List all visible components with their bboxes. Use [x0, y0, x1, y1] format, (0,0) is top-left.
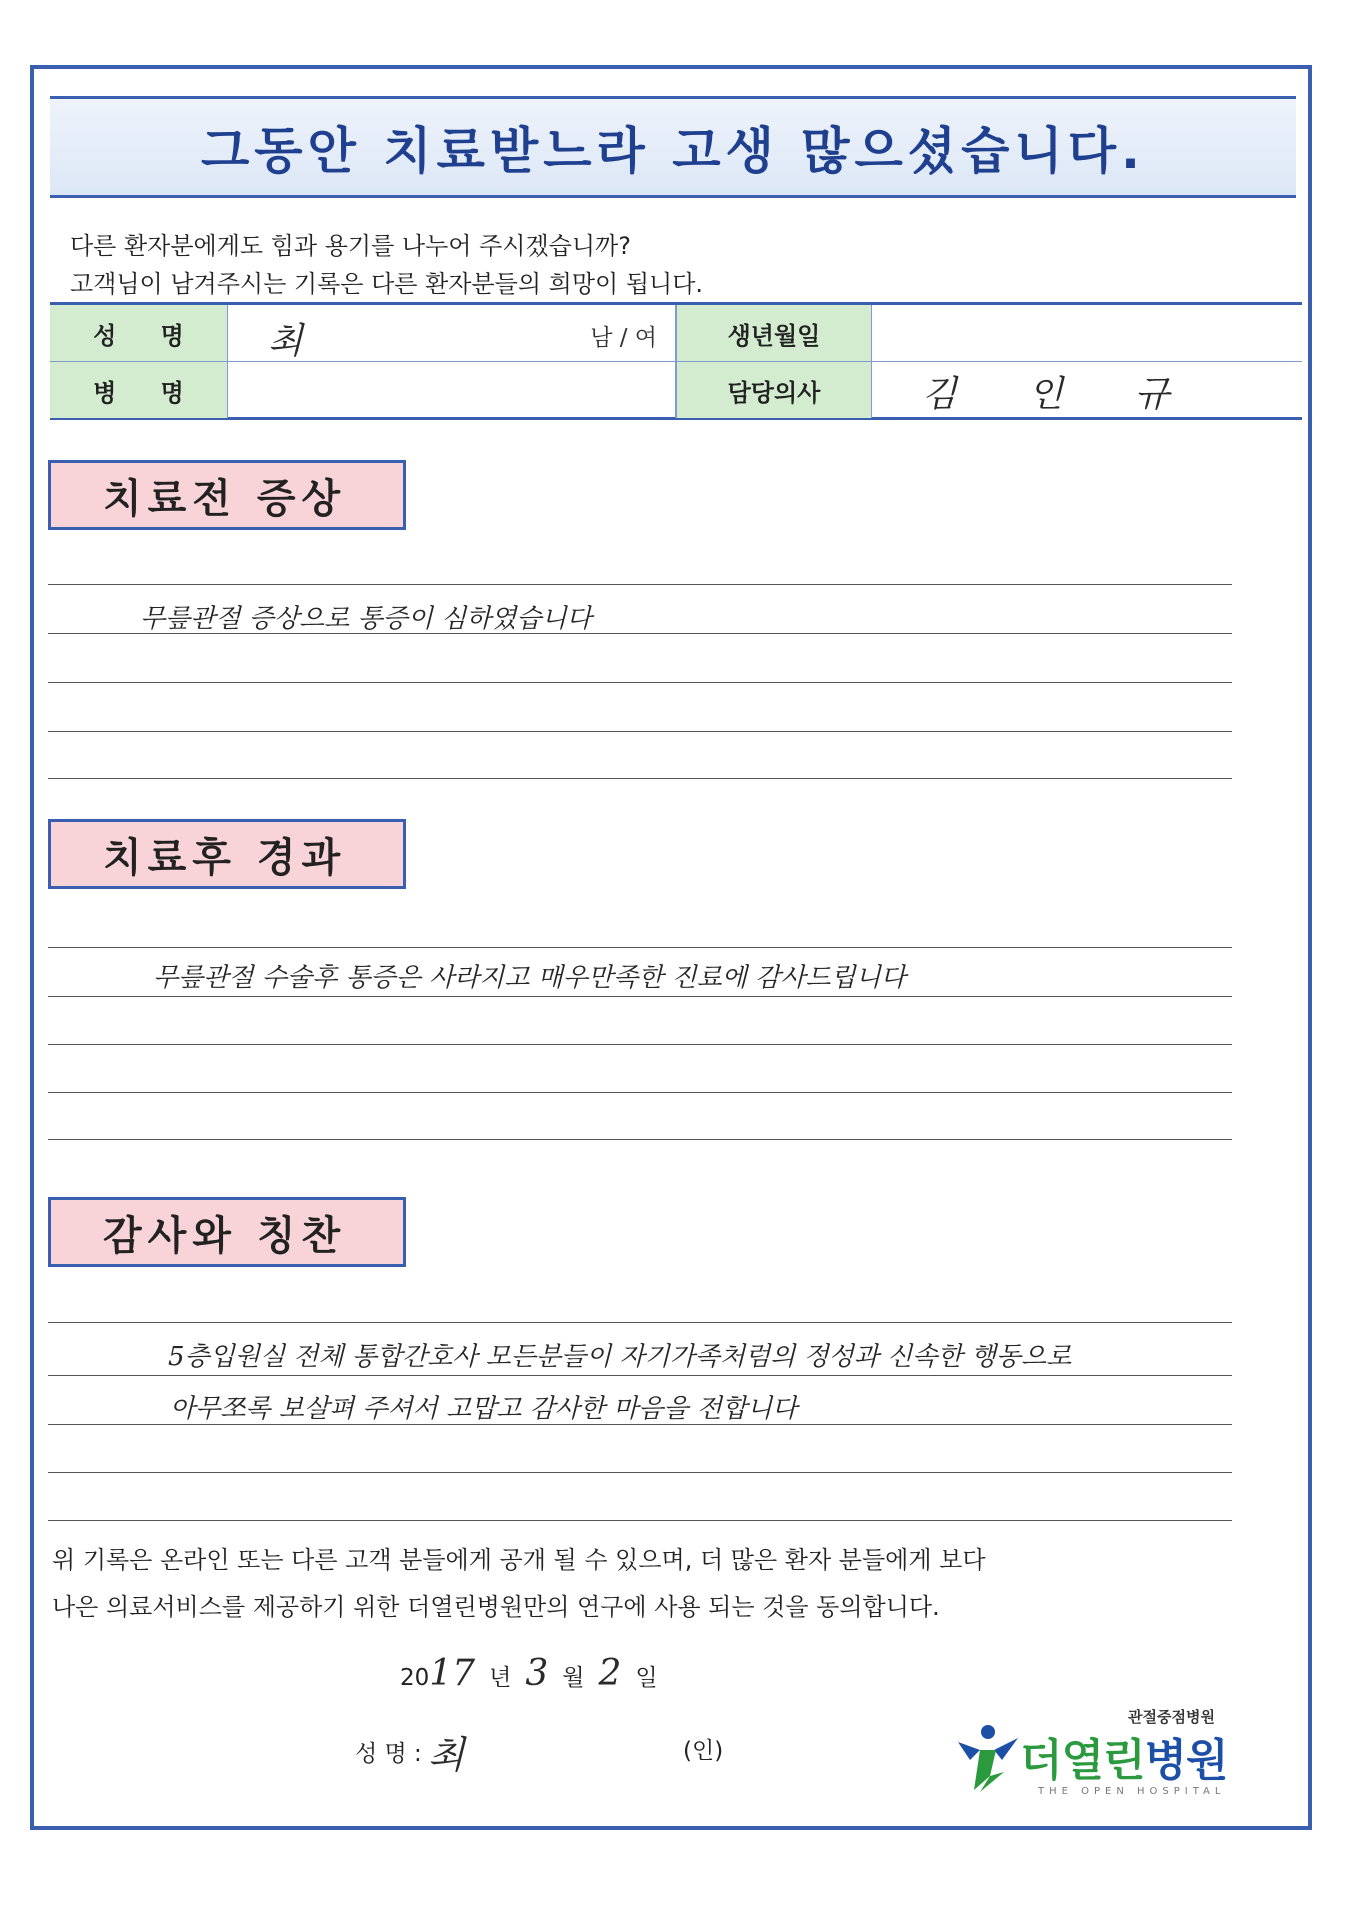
writing-line — [48, 947, 1232, 948]
writing-line — [48, 633, 1232, 634]
hospital-logo — [950, 1706, 1240, 1806]
patient-info-table — [50, 302, 1302, 420]
page-title: 그동안 치료받느라 고생 많으셨습니다. — [200, 122, 1145, 180]
logo-name — [1020, 1724, 1228, 1788]
writing-line — [48, 1520, 1232, 1521]
date-month-unit: 월 — [562, 1665, 585, 1691]
name-label: 성 명 — [50, 305, 228, 361]
logo-name-part1: 더열린 — [1020, 1735, 1145, 1786]
writing-line — [48, 778, 1232, 779]
section-label-before: 치료전 증상 — [48, 460, 406, 530]
intro-line-1: 다른 환자분에게도 힘과 용기를 나누어 주시겠습니까? — [70, 232, 631, 260]
signature-field — [355, 1724, 465, 1779]
writing-line — [48, 584, 1232, 585]
intro-text — [70, 227, 703, 303]
writing-line — [48, 1322, 1232, 1323]
date-day-value[interactable]: 2 — [598, 1653, 622, 1694]
thanks-text-line-1[interactable]: 5층입원실 전체 통합간호사 모든분들이 자기가족처럼의 정성과 신속한 행동으로 — [168, 1342, 1072, 1372]
writing-line — [48, 1139, 1232, 1140]
writing-line — [48, 1092, 1232, 1093]
section-lines-thanks — [48, 1318, 1232, 1523]
gender-options: 남 / 여 — [590, 325, 657, 351]
section-lines-after — [48, 943, 1232, 1143]
disease-field[interactable] — [228, 362, 676, 418]
writing-line — [48, 731, 1232, 732]
logo-english: THE OPEN HOSPITAL — [1038, 1786, 1226, 1797]
writing-line — [48, 1424, 1232, 1425]
logo-name-part2: 병원 — [1144, 1735, 1228, 1786]
doctor-label: 담당의사 — [676, 362, 872, 418]
signature-value[interactable]: 최 — [427, 1733, 465, 1777]
title-banner — [50, 96, 1296, 198]
doctor-value: 김 인 규 — [922, 374, 1200, 415]
section-label-thanks: 감사와 칭찬 — [48, 1197, 406, 1267]
thanks-text-line-2[interactable]: 아무쪼록 보살펴 주셔서 고맙고 감사한 마음을 전합니다 — [170, 1394, 798, 1424]
after-text-line-1[interactable]: 무릎관절 수술후 통증은 사라지고 매우만족한 진료에 감사드립니다 — [153, 963, 906, 993]
date-field — [400, 1653, 658, 1694]
birth-label: 생년월일 — [676, 305, 872, 361]
doctor-field[interactable] — [872, 362, 1302, 418]
section-lines-before — [48, 580, 1232, 780]
section-label-after: 치료후 경과 — [48, 819, 406, 889]
consent-line-2: 나은 의료서비스를 제공하기 위한 더열린병원만의 연구에 사용 되는 것을 동의합니다. — [52, 1593, 940, 1621]
writing-line — [48, 682, 1232, 683]
seal-mark: (인) — [683, 1738, 724, 1764]
info-row-2 — [50, 362, 1302, 418]
name-value: 최 — [268, 321, 303, 362]
intro-line-2: 고객님이 남겨주시는 기록은 다른 환자분들의 희망이 됩니다. — [70, 270, 704, 298]
consent-text — [52, 1537, 986, 1631]
writing-line — [48, 1472, 1232, 1473]
birth-field[interactable] — [872, 305, 1302, 361]
date-year-value[interactable]: 17 — [429, 1653, 476, 1694]
date-year-prefix: 20 — [400, 1665, 430, 1691]
date-month-value[interactable]: 3 — [525, 1653, 549, 1694]
writing-line — [48, 1044, 1232, 1045]
before-text-line-1[interactable]: 무릎관절 증상으로 통증이 심하였습니다 — [140, 604, 592, 634]
logo-subtitle: 관절중점병원 — [1128, 1708, 1215, 1726]
disease-label: 병 명 — [50, 362, 228, 418]
consent-line-1: 위 기록은 온라인 또는 다른 고객 분들에게 공개 될 수 있으며, 더 많은 환자 분들에게 보다 — [52, 1546, 986, 1574]
info-row-1 — [50, 305, 1302, 362]
writing-line — [48, 996, 1232, 997]
hospital-logo-icon — [950, 1720, 1020, 1794]
date-day-unit: 일 — [635, 1665, 658, 1691]
name-field[interactable] — [228, 305, 676, 361]
signature-label: 성 명 : — [355, 1741, 422, 1767]
date-year-unit: 년 — [489, 1665, 512, 1691]
writing-line — [48, 1375, 1232, 1376]
